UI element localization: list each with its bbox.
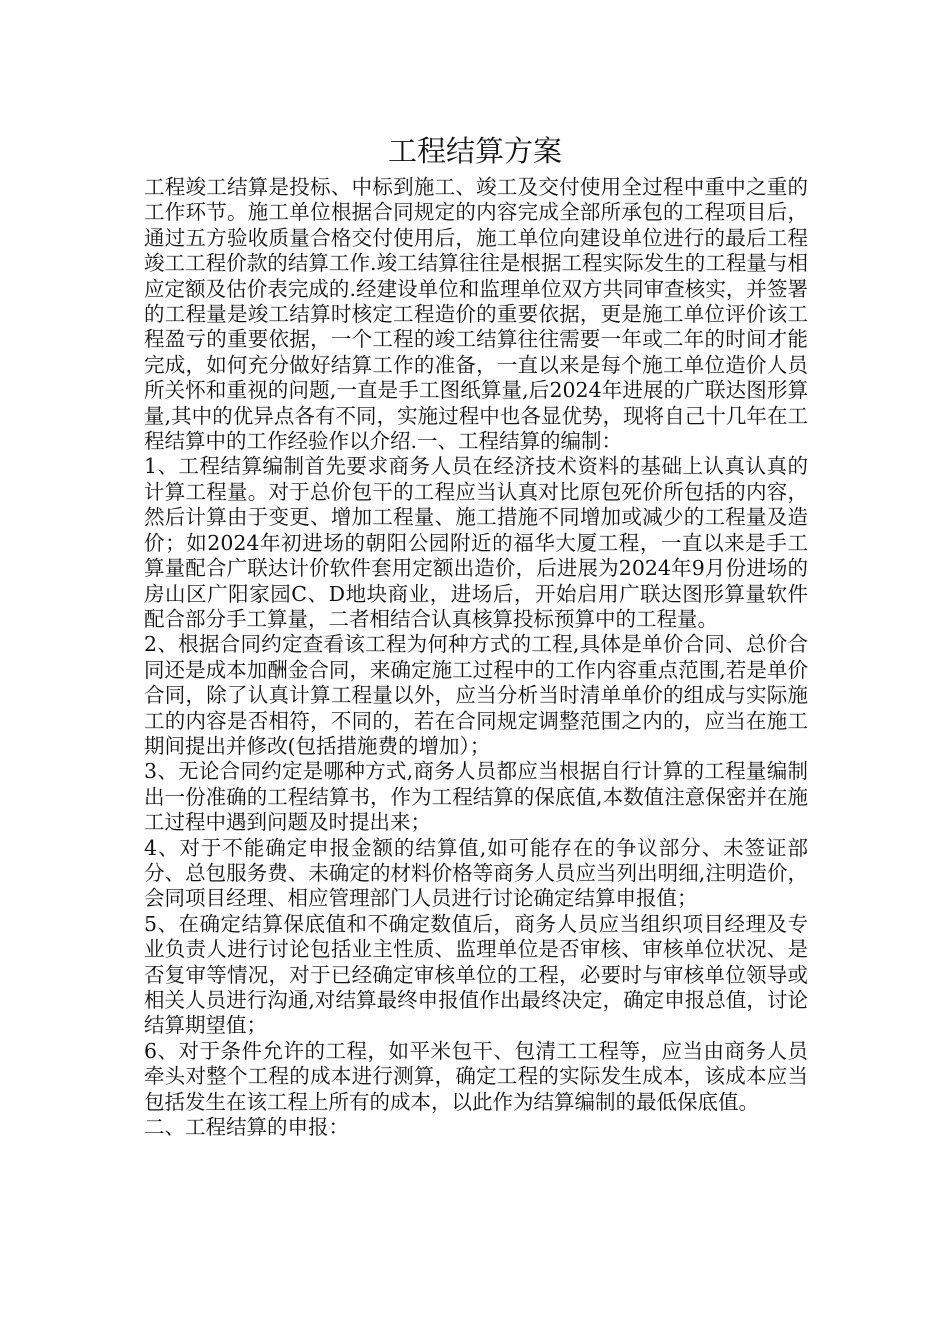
paragraph-item-5: 5、在确定结算保底值和不确定数值后，商务人员应当组织项目经理及专业负责人进行讨论包括业主性质、监理单位是否审核、审核单位状况、是否复审等情况，对于已经确定审核单位的工程，必要时与审核单位领导或相关人员进行沟通,对结算最终申报值作出最终决定，确定申报总值，讨论结算期望值； bbox=[144, 911, 808, 1038]
document-body bbox=[144, 175, 808, 1140]
paragraph-item-6: 6、对于条件允许的工程，如平米包干、包清工工程等，应当由商务人员牵头对整个工程的成本进行测算，确定工程的实际发生成本，该成本应当包括发生在该工程上所有的成本，以此作为结算编制的最低保底值。 bbox=[144, 1038, 808, 1114]
document-title: 工程结算方案 bbox=[387, 134, 562, 168]
paragraph-intro: 工程竣工结算是投标、中标到施工、竣工及交付使用全过程中重中之重的工作环节。施工单位根据合同规定的内容完成全部所承包的工程项目后，通过五方验收质量合格交付使用后，施工单位向建设单位进行的最后工程竣工工程价款的结算工作.竣工结算往往是根据工程实际发生的工程量与相应定额及估价表完成的.经建设单位和监理单位双方共同审查核实，并签署的工程量是竣工结算时核定工程造价的重要依据，更是施工单位评价该工程盈亏的重要依据，一个工程的竣工结算往往需要一年或二年的时间才能完成，如何充分做好结算工作的准备，一直以来是每个施工单位造价人员所关怀和重视的问题,一直是手工图纸算量,后2024年进展的广联达图形算量,其中的优异点各有不同，实施过程中也各显优势，现将自己十几年在工程结算中的工作经验作以介绍.一、工程结算的编制： bbox=[144, 175, 808, 454]
paragraph-item-3: 3、无论合同约定是哪种方式,商务人员都应当根据自行计算的工程量编制出一份准确的工程结算书，作为工程结算的保底值,本数值注意保密并在施工过程中遇到问题及时提出来； bbox=[144, 759, 808, 835]
paragraph-item-4: 4、对于不能确定申报金额的结算值,如可能存在的争议部分、未签证部分、总包服务费、未确定的材料价格等商务人员应当列出明细,注明造价，会同项目经理、相应管理部门人员进行讨论确定结算申报值； bbox=[144, 835, 808, 911]
paragraph-item-1: 1、工程结算编制首先要求商务人员在经济技术资料的基础上认真认真的计算工程量。对于总价包干的工程应当认真对比原包死价所包括的内容，然后计算由于变更、增加工程量、施工措施不同增加或减少的工程量及造价；如2024年初进场的朝阳公园附近的福华大厦工程，一直以来是手工算量配合广联达计价软件套用定额出造价，后进展为2024年9月份进场的房山区广阳家园C、D地块商业，进场后，开始启用广联达图形算量软件配合部分手工算量，二者相结合认真核算投标预算中的工程量。 bbox=[144, 454, 808, 631]
section-heading-2: 二、工程结算的申报： bbox=[144, 1115, 349, 1140]
paragraph-item-2: 2、根据合同约定查看该工程为何种方式的工程,具体是单价合同、总价合同还是成本加酬金合同，来确定施工过程中的工作内容重点范围,若是单价合同，除了认真计算工程量以外，应当分析当时清单单价的组成与实际施工的内容是否相符，不同的，若在合同规定调整范围之内的，应当在施工期间提出并修改(包括措施费的增加）； bbox=[144, 632, 808, 758]
